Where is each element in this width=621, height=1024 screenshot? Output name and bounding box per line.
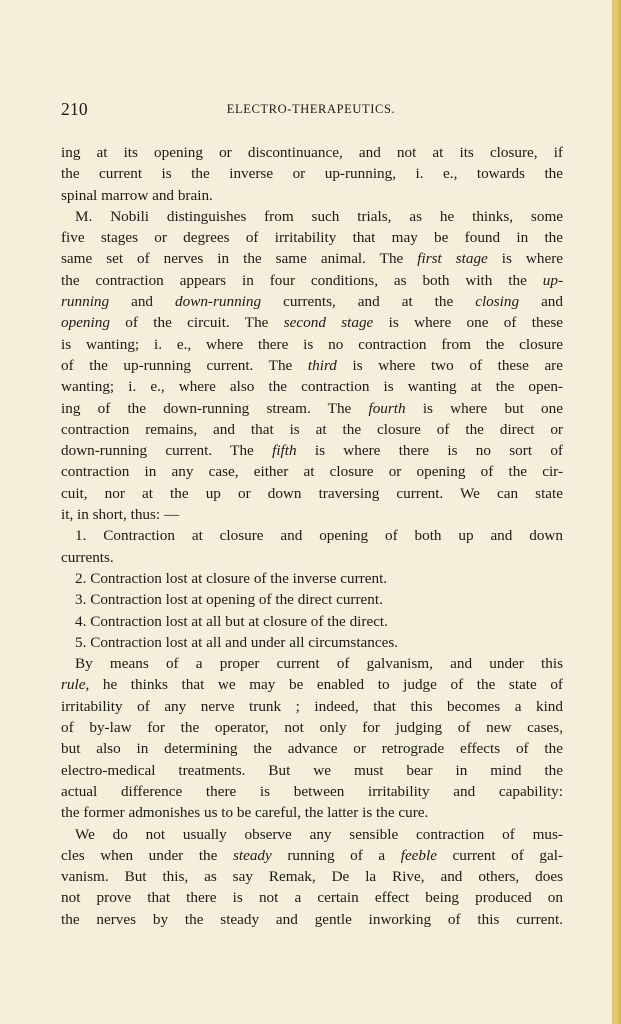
text-line bbox=[61, 398, 563, 419]
italic-text: fourth bbox=[368, 399, 406, 417]
text-segment: 5. Contraction lost at all and under all circumstances. bbox=[75, 633, 399, 651]
text-line bbox=[61, 206, 563, 227]
text-line bbox=[61, 653, 563, 674]
text-segment: electro-medical treatments. But we must bear in mind the bbox=[61, 761, 563, 779]
text-segment: spinal marrow and brain. bbox=[61, 186, 213, 204]
text-segment: currents. bbox=[61, 548, 114, 566]
body-text bbox=[61, 142, 563, 930]
italic-text: fifth bbox=[272, 442, 297, 460]
text-segment: ing at its opening or discontinuance, and not at its closure, if bbox=[61, 144, 563, 161]
text-segment: the current is the inverse or up-running, i. e., towards the bbox=[61, 165, 563, 183]
text-segment: of by-law for the operator, not only for judging of new cases, bbox=[61, 719, 563, 737]
text-line bbox=[61, 525, 563, 546]
text-segment: By means of a proper current of galvanism, and under this bbox=[75, 655, 563, 673]
text-segment: ing of the down-running stream. The bbox=[61, 399, 369, 417]
text-line bbox=[61, 248, 563, 269]
text-segment: of the up-running current. The bbox=[61, 356, 308, 374]
text-line bbox=[61, 824, 563, 845]
text-segment: currents, and at the bbox=[261, 293, 476, 311]
italic-text: second stage bbox=[283, 314, 374, 332]
italic-text: feeble bbox=[400, 846, 437, 864]
italic-text: running bbox=[61, 293, 110, 311]
text-segment: is where bbox=[487, 250, 563, 268]
text-segment: five stages or degrees of irritability that may be found in the bbox=[61, 229, 563, 247]
text-line bbox=[61, 632, 563, 653]
text-line bbox=[61, 504, 563, 525]
text-segment: 3. Contraction lost at opening of the direct current. bbox=[75, 591, 383, 609]
text-segment: cles when under the bbox=[61, 846, 233, 864]
text-line bbox=[61, 674, 563, 695]
text-segment: but also in determining the advance or retrograde effects of the bbox=[61, 740, 563, 758]
text-segment: not prove that there is not a certain effect being produced on bbox=[61, 889, 563, 907]
text-segment: it, in short, thus: — bbox=[61, 506, 180, 524]
text-segment: We do not usually observe any sensible contraction of mus- bbox=[75, 825, 563, 843]
page-number: 210 bbox=[61, 99, 88, 119]
text-segment: is where two of these are bbox=[336, 356, 563, 374]
text-segment: the contraction appears in four conditions, as both with the bbox=[61, 271, 543, 289]
text-line bbox=[61, 227, 563, 248]
text-segment: actual difference there is between irritability and capability: bbox=[61, 782, 563, 800]
text-segment: 4. Contraction lost at all but at closure of the direct. bbox=[75, 612, 388, 630]
italic-text: first stage bbox=[417, 250, 488, 268]
text-segment: the former admonishes us to be careful, the latter is the cure. bbox=[61, 804, 429, 822]
page-header bbox=[61, 99, 561, 121]
text-segment: and bbox=[519, 293, 563, 311]
text-line bbox=[61, 334, 563, 355]
text-segment: 1. Contraction at closure and opening of both up and down bbox=[75, 527, 563, 545]
text-line bbox=[61, 461, 563, 482]
text-line bbox=[61, 760, 563, 781]
text-segment: irritability of any nerve trunk ; indeed, that this becomes a kind bbox=[61, 697, 563, 715]
text-line bbox=[61, 547, 563, 568]
running-head: ELECTRO-THERAPEUTICS. bbox=[226, 102, 396, 116]
page-edge bbox=[612, 0, 621, 1024]
text-segment: is where one of these bbox=[373, 314, 563, 332]
text-segment: is where there is no sort of bbox=[296, 442, 563, 460]
text-segment: vanism. But this, as say Remak, De la Rive, and others, does bbox=[61, 868, 563, 886]
text-segment: is where but one bbox=[405, 399, 563, 417]
text-segment: same set of nerves in the same animal. The bbox=[61, 250, 418, 268]
text-line bbox=[61, 738, 563, 759]
text-line bbox=[61, 717, 563, 738]
italic-text: opening bbox=[61, 314, 110, 332]
text-line bbox=[61, 568, 563, 589]
text-segment: is wanting; i. e., where there is no contraction from the closure bbox=[61, 335, 563, 353]
text-line bbox=[61, 163, 563, 184]
text-line bbox=[61, 440, 563, 461]
text-line bbox=[61, 376, 563, 397]
text-line bbox=[61, 312, 563, 333]
text-line bbox=[61, 696, 563, 717]
text-line bbox=[61, 887, 563, 908]
text-line bbox=[61, 419, 563, 440]
text-line bbox=[61, 589, 563, 610]
text-segment: running of a bbox=[271, 846, 401, 864]
italic-text: closing bbox=[475, 293, 520, 311]
text-segment: 2. Contraction lost at closure of the inverse current. bbox=[75, 569, 388, 587]
text-segment: current of gal- bbox=[436, 846, 563, 864]
text-line bbox=[61, 611, 563, 632]
text-segment: of the circuit. The bbox=[109, 314, 284, 332]
text-segment: down-running current. The bbox=[61, 442, 273, 460]
text-segment: M. Nobili distinguishes from such trials, as he thinks, some bbox=[75, 207, 563, 225]
italic-text: steady bbox=[232, 846, 272, 864]
text-segment: cuit, nor at the up or down traversing current. We can state bbox=[61, 484, 563, 502]
text-line bbox=[61, 866, 563, 887]
text-line bbox=[61, 270, 563, 291]
text-line bbox=[61, 483, 563, 504]
italic-text: third bbox=[307, 356, 337, 374]
text-line bbox=[61, 802, 563, 823]
text-line bbox=[61, 909, 563, 930]
text-line bbox=[61, 185, 563, 206]
text-segment: contraction remains, and that is at the closure of the direct or bbox=[61, 420, 563, 438]
italic-text: down-running bbox=[175, 293, 262, 311]
text-line bbox=[61, 291, 563, 312]
italic-text: rule bbox=[61, 676, 86, 694]
text-segment: contraction in any case, either at closure or opening of the cir- bbox=[61, 463, 563, 481]
text-segment: , he thinks that we may be enabled to judge of the state of bbox=[85, 676, 563, 694]
text-line bbox=[61, 845, 563, 866]
italic-text: up- bbox=[542, 271, 563, 289]
text-segment: wanting; i. e., where also the contraction is wanting at the open- bbox=[61, 378, 563, 396]
text-segment: and bbox=[109, 293, 176, 311]
text-line bbox=[61, 142, 563, 163]
text-segment: the nerves by the steady and gentle inworking of this current. bbox=[61, 910, 563, 928]
text-line bbox=[61, 781, 563, 802]
text-line bbox=[61, 355, 563, 376]
